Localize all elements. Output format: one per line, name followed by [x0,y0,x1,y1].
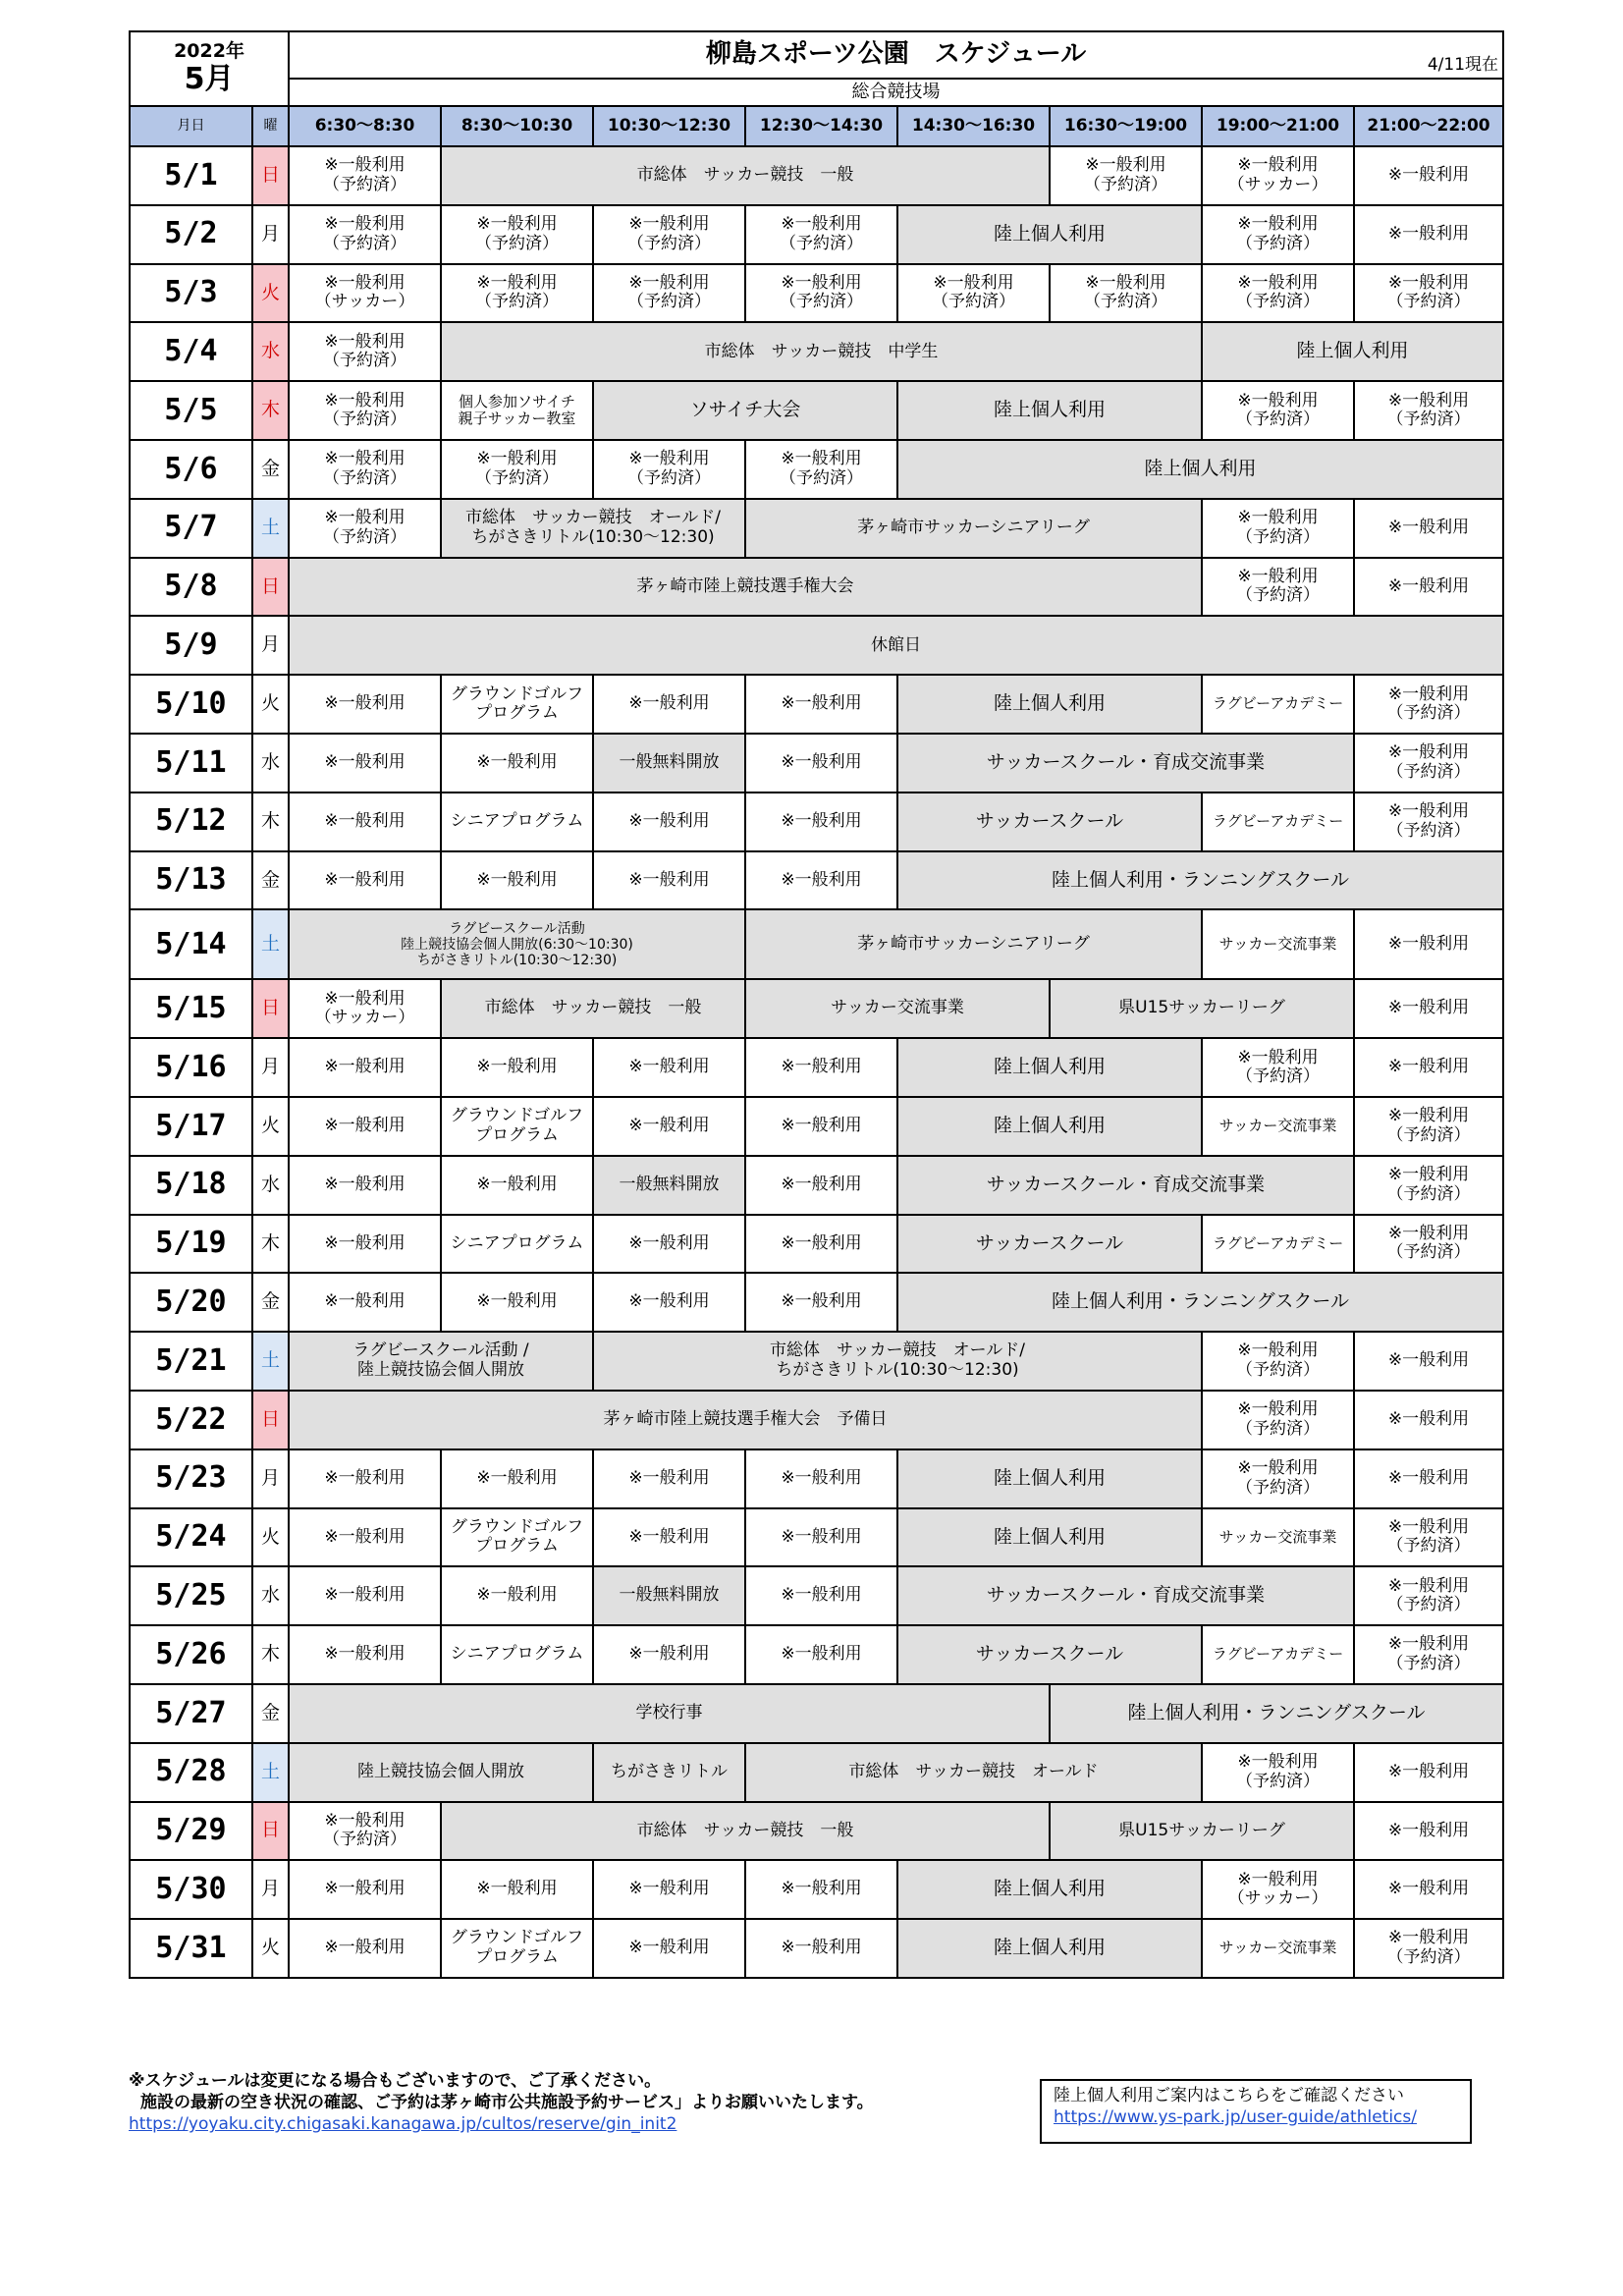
schedule-cell: ラグビーアカデミー [1202,793,1354,851]
schedule-cell: グラウンドゴルフ プログラム [441,675,593,734]
schedule-cell: サッカースクール [897,1625,1202,1684]
day-date: 5/6 [130,440,252,499]
schedule-cell: 陸上個人利用 [897,1449,1202,1508]
schedule-cell: 県U15サッカーリーグ [1050,979,1354,1038]
schedule-cell: ※一般利用 （サッカー） [1202,1860,1354,1919]
schedule-cell: ※一般利用 （サッカー） [289,979,441,1038]
day-date: 5/14 [130,909,252,979]
schedule-cell: ※一般利用 （予約済） [289,1802,441,1861]
schedule-cell: ラグビーアカデミー [1202,1625,1354,1684]
schedule-cell: 学校行事 [289,1684,1050,1743]
schedule-cell: サッカースクール・育成交流事業 [897,1566,1354,1625]
reservation-link[interactable]: https://yoyaku.city.chigasaki.kanagawa.jp/cultos/reserve/gin_init2 [129,2114,677,2135]
day-of-week: 火 [252,1919,289,1978]
schedule-cell: ※一般利用 [593,1919,745,1978]
day-date: 5/3 [130,264,252,323]
schedule-cell: ※一般利用 [441,1449,593,1508]
schedule-cell: サッカー交流事業 [1202,1508,1354,1567]
schedule-cell: ※一般利用 [289,793,441,851]
col-header-slot: 19:00～21:00 [1202,106,1354,146]
note-reservation: 施設の最新の空き状況の確認、ご予約は茅ヶ崎市公共施設予約サービス」よりお願いいたします。 [140,2093,874,2113]
schedule-cell: ※一般利用 （予約済） [289,381,441,440]
day-row [130,1449,1503,1508]
schedule-cell: ※一般利用 [1354,205,1503,264]
schedule-cell: 陸上個人利用 [897,205,1202,264]
day-of-week: 日 [252,1802,289,1861]
schedule-cell: ※一般利用 [1354,146,1503,205]
schedule-cell: ※一般利用 （予約済） [1202,1743,1354,1802]
schedule-cell: ※一般利用 （予約済） [289,499,441,558]
schedule-cell: ※一般利用 [289,1566,441,1625]
schedule-cell: ※一般利用 [745,851,897,910]
schedule-cell: ※一般利用 （予約済） [745,440,897,499]
schedule-cell: ※一般利用 [593,1508,745,1567]
schedule-cell: ※一般利用 （予約済） [441,205,593,264]
day-date: 5/19 [130,1215,252,1274]
day-of-week: 土 [252,499,289,558]
schedule-cell: ※一般利用 [1354,1449,1503,1508]
schedule-cell: 一般無料開放 [593,1156,745,1215]
schedule-cell: ちがさきリトル [593,1743,745,1802]
day-row [130,499,1503,558]
schedule-cell: ※一般利用 （予約済） [897,264,1050,323]
day-of-week: 日 [252,979,289,1038]
schedule-cell: ※一般利用 （予約済） [1202,381,1354,440]
day-date: 5/8 [130,558,252,617]
schedule-cell: ※一般利用 [1354,1038,1503,1097]
schedule-cell: ※一般利用 [593,851,745,910]
schedule-cell: ※一般利用 [289,1625,441,1684]
schedule-cell: ラグビーアカデミー [1202,1215,1354,1274]
day-of-week: 土 [252,1743,289,1802]
schedule-cell: グラウンドゴルフ プログラム [441,1508,593,1567]
day-row [130,1273,1503,1332]
schedule-cell: グラウンドゴルフ プログラム [441,1097,593,1156]
schedule-cell: 陸上個人利用 [897,675,1202,734]
schedule-cell: ※一般利用 [593,1273,745,1332]
schedule-table [129,30,1504,1979]
schedule-cell: 陸上個人利用 [897,1097,1202,1156]
schedule-cell: ※一般利用 [1354,558,1503,617]
schedule-cell: 市総体 サッカー競技 一般 [441,146,1050,205]
day-date: 5/13 [130,851,252,910]
schedule-cell: ※一般利用 [745,1566,897,1625]
schedule-cell: ※一般利用 [745,1449,897,1508]
facility-name: 総合競技場 [289,79,1503,106]
schedule-cell: ※一般利用 [745,1625,897,1684]
schedule-cell: ※一般利用 [745,734,897,793]
col-header-slot: 10:30～12:30 [593,106,745,146]
schedule-cell: ※一般利用 （予約済） [1354,793,1503,851]
schedule-cell: ※一般利用 （予約済） [1354,1156,1503,1215]
day-date: 5/7 [130,499,252,558]
note-change: ※スケジュールは変更になる場合もございますので、ご了承ください。 [129,2071,662,2091]
schedule-cell: サッカースクール [897,1215,1202,1274]
schedule-cell: ※一般利用 （予約済） [1050,264,1202,323]
schedule-cell: 茅ヶ崎市サッカーシニアリーグ [745,499,1202,558]
schedule-cell: 茅ヶ崎市陸上競技選手権大会 予備日 [289,1391,1202,1449]
day-of-week: 金 [252,851,289,910]
schedule-cell: ※一般利用 [289,1097,441,1156]
day-of-week: 月 [252,1860,289,1919]
schedule-cell: ※一般利用 [745,1215,897,1274]
schedule-cell: ※一般利用 [289,734,441,793]
schedule-cell: 市総体 サッカー競技 オールド [745,1743,1202,1802]
col-header-slot: 6:30～8:30 [289,106,441,146]
month-header [130,31,289,106]
schedule-cell: 陸上競技協会個人開放 [289,1743,593,1802]
day-row [130,675,1503,734]
athletics-info-text: 陸上個人利用ご案内はこちらをご確認ください [1054,2086,1404,2105]
schedule-cell: サッカースクール・育成交流事業 [897,1156,1354,1215]
day-date: 5/17 [130,1097,252,1156]
schedule-cell: ※一般利用 [289,1273,441,1332]
schedule-cell: シニアプログラム [441,1625,593,1684]
schedule-cell: ※一般利用 [593,1860,745,1919]
schedule-cell: 陸上個人利用 [897,440,1503,499]
schedule-cell: ラグビースクール活動 / 陸上競技協会個人開放 [289,1332,593,1391]
schedule-cell: ※一般利用 [745,1919,897,1978]
day-of-week: 日 [252,1391,289,1449]
day-date: 5/15 [130,979,252,1038]
day-of-week: 木 [252,1625,289,1684]
day-row [130,616,1503,675]
schedule-cell: ※一般利用 （予約済） [1202,1391,1354,1449]
schedule-cell: ※一般利用 [1354,979,1503,1038]
day-date: 5/5 [130,381,252,440]
schedule-cell: ※一般利用 [289,1215,441,1274]
schedule-cell: ※一般利用 [289,1156,441,1215]
day-row [130,1684,1503,1743]
day-of-week: 水 [252,734,289,793]
schedule-cell: サッカー交流事業 [1202,1097,1354,1156]
schedule-cell: ※一般利用 [745,1860,897,1919]
day-date: 5/27 [130,1684,252,1743]
schedule-cell: ※一般利用 （予約済） [593,440,745,499]
day-of-week: 火 [252,264,289,323]
day-row [130,1919,1503,1978]
schedule-cell: ※一般利用 （予約済） [1202,264,1354,323]
day-row [130,1743,1503,1802]
schedule-cell: ※一般利用 [1354,1332,1503,1391]
day-of-week: 火 [252,1508,289,1567]
day-row [130,1332,1503,1391]
day-row [130,205,1503,264]
day-row [130,979,1503,1038]
day-of-week: 水 [252,1156,289,1215]
day-date: 5/20 [130,1273,252,1332]
schedule-cell: 陸上個人利用 [897,1508,1202,1567]
day-row [130,264,1503,323]
day-row [130,1038,1503,1097]
schedule-cell: サッカー交流事業 [1202,1919,1354,1978]
schedule-cell: ※一般利用 （予約済） [1354,381,1503,440]
schedule-cell: 陸上個人利用 [1202,322,1503,381]
col-header-slot: 14:30～16:30 [897,106,1050,146]
day-of-week: 金 [252,440,289,499]
day-row [130,1391,1503,1449]
schedule-cell: ※一般利用 （予約済） [745,264,897,323]
schedule-cell: ※一般利用 [745,1038,897,1097]
schedule-cell: ※一般利用 [289,1508,441,1567]
schedule-body [130,146,1503,1978]
schedule-cell: ※一般利用 [745,1156,897,1215]
schedule-cell: ※一般利用 （予約済） [1202,1038,1354,1097]
schedule-cell: ※一般利用 （サッカー） [1202,146,1354,205]
schedule-cell: ※一般利用 [441,1860,593,1919]
schedule-cell: 陸上個人利用 [897,1038,1202,1097]
day-of-week: 火 [252,675,289,734]
day-row [130,558,1503,617]
schedule-cell: ※一般利用 [745,1508,897,1567]
schedule-cell: ※一般利用 （予約済） [1354,675,1503,734]
schedule-cell: ※一般利用 [593,1449,745,1508]
day-of-week: 金 [252,1273,289,1332]
col-header-date: 月日 [130,106,252,146]
year-label: 2022年 [174,39,244,62]
schedule-cell: ラグビーアカデミー [1202,675,1354,734]
day-row [130,146,1503,205]
day-of-week: 月 [252,1449,289,1508]
schedule-cell: サッカースクール [897,793,1202,851]
day-date: 5/25 [130,1566,252,1625]
day-date: 5/26 [130,1625,252,1684]
col-header-slot: 21:00～22:00 [1354,106,1503,146]
day-row [130,1802,1503,1861]
schedule-cell: ※一般利用 [1354,909,1503,979]
day-date: 5/9 [130,616,252,675]
schedule-cell: サッカー交流事業 [1202,909,1354,979]
schedule-cell: ※一般利用 [289,851,441,910]
day-date: 5/22 [130,1391,252,1449]
day-row [130,793,1503,851]
day-of-week: 木 [252,793,289,851]
schedule-cell: ※一般利用 （予約済） [289,322,441,381]
schedule-cell: ソサイチ大会 [593,381,897,440]
schedule-cell: ※一般利用 [441,1038,593,1097]
schedule-cell: ※一般利用 （予約済） [1202,499,1354,558]
day-date: 5/1 [130,146,252,205]
day-of-week: 日 [252,558,289,617]
athletics-info-box [1040,2079,1472,2144]
day-row [130,1097,1503,1156]
schedule-cell: ※一般利用 [593,1625,745,1684]
day-date: 5/29 [130,1802,252,1861]
schedule-cell: ※一般利用 [745,1273,897,1332]
schedule-cell: ※一般利用 （予約済） [1202,1449,1354,1508]
schedule-cell: ※一般利用 [1354,499,1503,558]
schedule-cell: ※一般利用 （予約済） [1354,1566,1503,1625]
schedule-cell: ※一般利用 （予約済） [593,205,745,264]
schedule-cell: 陸上個人利用 [897,1860,1202,1919]
day-row [130,909,1503,979]
schedule-cell: ※一般利用 [593,1097,745,1156]
day-row [130,1625,1503,1684]
schedule-cell: ※一般利用 （サッカー） [289,264,441,323]
day-date: 5/24 [130,1508,252,1567]
schedule-cell: 市総体 サッカー競技 オールド/ ちがさきリトル(10:30～12:30) [593,1332,1202,1391]
schedule-cell: ※一般利用 [593,793,745,851]
page-title-cell [289,31,1503,79]
day-of-week: 水 [252,322,289,381]
schedule-cell: 県U15サッカーリーグ [1050,1802,1354,1861]
col-header-slot: 8:30～10:30 [441,106,593,146]
schedule-cell: ※一般利用 [1354,1391,1503,1449]
day-date: 5/10 [130,675,252,734]
schedule-cell: シニアプログラム [441,1215,593,1274]
schedule-cell: ※一般利用 （予約済） [1354,264,1503,323]
schedule-cell: ※一般利用 [745,675,897,734]
schedule-cell: ※一般利用 [441,1566,593,1625]
day-of-week: 木 [252,1215,289,1274]
day-date: 5/2 [130,205,252,264]
schedule-cell: 陸上個人利用・ランニングスクール [897,851,1503,910]
athletics-info-link[interactable]: https://www.ys-park.jp/user-guide/athletics/ [1054,2107,1417,2128]
schedule-cell: ※一般利用 （予約済） [1050,146,1202,205]
schedule-cell: グラウンドゴルフ プログラム [441,1919,593,1978]
schedule-cell: シニアプログラム [441,793,593,851]
schedule-cell: ※一般利用 [745,1097,897,1156]
day-row [130,851,1503,910]
day-row [130,1156,1503,1215]
schedule-cell: ※一般利用 [289,1449,441,1508]
day-of-week: 木 [252,381,289,440]
col-header-slot: 16:30～19:00 [1050,106,1202,146]
day-date: 5/11 [130,734,252,793]
schedule-cell: 陸上個人利用 [897,381,1202,440]
schedule-cell: ※一般利用 （予約済） [1354,1215,1503,1274]
day-row [130,381,1503,440]
schedule-cell: ※一般利用 [593,1215,745,1274]
schedule-cell: ※一般利用 （予約済） [1354,734,1503,793]
day-date: 5/23 [130,1449,252,1508]
schedule-cell: ※一般利用 （予約済） [1202,1332,1354,1391]
schedule-cell: ※一般利用 [1354,1802,1503,1861]
schedule-cell: ※一般利用 [289,1860,441,1919]
day-row [130,734,1503,793]
day-date: 5/16 [130,1038,252,1097]
schedule-cell: 市総体 サッカー競技 一般 [441,1802,1050,1861]
day-row [130,440,1503,499]
schedule-cell: ※一般利用 [1354,1743,1503,1802]
schedule-cell: ※一般利用 （予約済） [1202,205,1354,264]
schedule-cell: ※一般利用 （予約済） [441,440,593,499]
schedule-cell: ※一般利用 （予約済） [1354,1097,1503,1156]
schedule-cell: ※一般利用 （予約済） [289,205,441,264]
schedule-cell: 陸上個人利用 [897,1919,1202,1978]
day-date: 5/28 [130,1743,252,1802]
col-header-slot: 12:30～14:30 [745,106,897,146]
day-of-week: 土 [252,909,289,979]
day-row [130,1566,1503,1625]
schedule-cell: 個人参加ソサイチ 親子サッカー教室 [441,381,593,440]
schedule-cell: ※一般利用 （予約済） [289,440,441,499]
schedule-cell: ※一般利用 [441,1273,593,1332]
day-date: 5/21 [130,1332,252,1391]
schedule-cell: ※一般利用 [441,851,593,910]
day-date: 5/30 [130,1860,252,1919]
schedule-cell: 市総体 サッカー競技 中学生 [441,322,1202,381]
schedule-cell: 茅ヶ崎市サッカーシニアリーグ [745,909,1202,979]
schedule-cell: 市総体 サッカー競技 一般 [441,979,745,1038]
schedule-cell: 市総体 サッカー競技 オールド/ ちがさきリトル(10:30～12:30) [441,499,745,558]
schedule-cell: ラグビースクール活動 陸上競技協会個人開放(6:30～10:30) ちがさきリトル(10:30～12:30) [289,909,745,979]
schedule-cell: サッカー交流事業 [745,979,1050,1038]
schedule-cell: ※一般利用 （予約済） [1354,1508,1503,1567]
schedule-cell: ※一般利用 （予約済） [745,205,897,264]
schedule-cell: ※一般利用 [441,734,593,793]
schedule-cell: 陸上個人利用・ランニングスクール [897,1273,1503,1332]
schedule-cell: ※一般利用 （予約済） [593,264,745,323]
col-header-dow: 曜 [252,106,289,146]
schedule-cell: ※一般利用 [289,675,441,734]
schedule-cell: 茅ヶ崎市陸上競技選手権大会 [289,558,1202,617]
footer-notes [129,2070,1012,2135]
day-row [130,1215,1503,1274]
schedule-cell: 陸上個人利用・ランニングスクール [1050,1684,1503,1743]
schedule-cell: ※一般利用 [593,675,745,734]
day-of-week: 火 [252,1097,289,1156]
schedule-cell: ※一般利用 （予約済） [441,264,593,323]
day-of-week: 水 [252,1566,289,1625]
as-of-date: 4/11現在 [1427,55,1499,76]
day-date: 5/4 [130,322,252,381]
day-date: 5/12 [130,793,252,851]
schedule-cell: ※一般利用 [289,1038,441,1097]
day-date: 5/18 [130,1156,252,1215]
schedule-cell: サッカースクール・育成交流事業 [897,734,1354,793]
day-row [130,1508,1503,1567]
schedule-cell: ※一般利用 （予約済） [289,146,441,205]
day-of-week: 月 [252,205,289,264]
day-of-week: 月 [252,616,289,675]
schedule-cell: ※一般利用 [745,793,897,851]
schedule-cell: ※一般利用 [1354,1860,1503,1919]
schedule-cell: 休館日 [289,616,1503,675]
schedule-cell: ※一般利用 （予約済） [1354,1625,1503,1684]
day-row [130,322,1503,381]
schedule-cell: ※一般利用 （予約済） [1202,558,1354,617]
day-of-week: 金 [252,1684,289,1743]
page-title: 柳島スポーツ公園 スケジュール [705,39,1087,70]
day-row [130,1860,1503,1919]
schedule-cell: 一般無料開放 [593,734,745,793]
schedule-cell: ※一般利用 [289,1919,441,1978]
schedule-cell: 一般無料開放 [593,1566,745,1625]
schedule-cell: ※一般利用 （予約済） [1354,1919,1503,1978]
month-label: 5月 [184,61,235,96]
day-of-week: 日 [252,146,289,205]
day-of-week: 月 [252,1038,289,1097]
day-date: 5/31 [130,1919,252,1978]
schedule-cell: ※一般利用 [593,1038,745,1097]
schedule-cell: ※一般利用 [441,1156,593,1215]
day-of-week: 土 [252,1332,289,1391]
